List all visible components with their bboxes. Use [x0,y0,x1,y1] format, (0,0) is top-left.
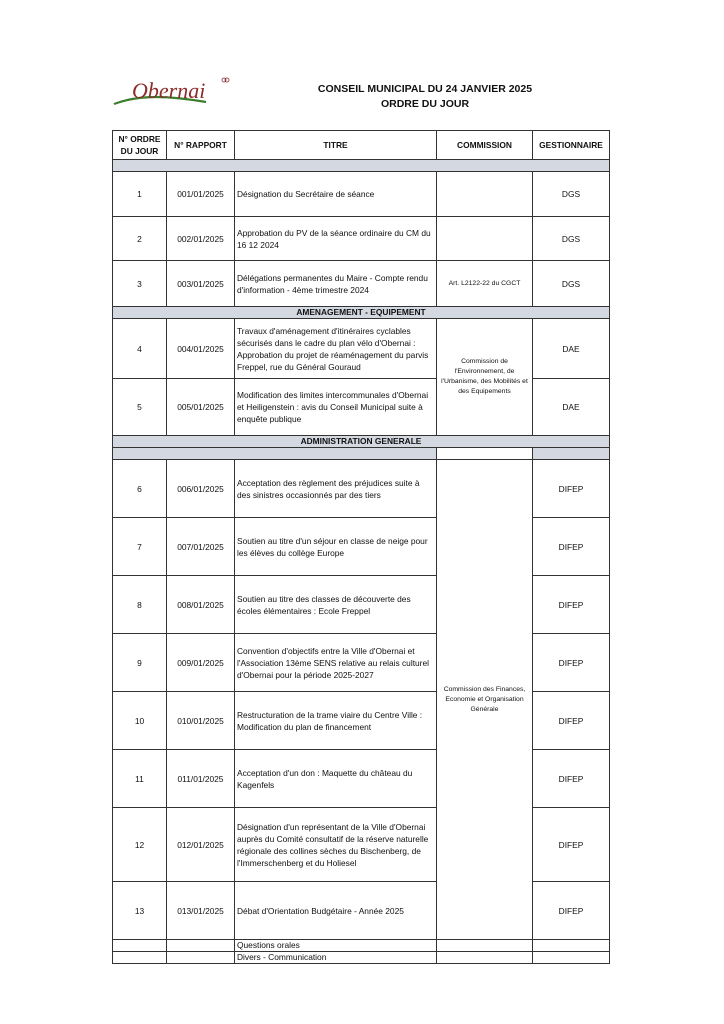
gestionnaire-cell: DIFEP [533,518,610,576]
titre-cell: Débat d'Orientation Budgétaire - Année 2025 [235,882,437,940]
table-row [113,634,610,692]
ordre-cell: 1 [113,172,167,217]
title-line-1: CONSEIL MUNICIPAL DU 24 JANVIER 2025 [317,83,533,95]
titre-cell: Travaux d'aménagement d'itinéraires cyclables sécurisés dans le cadre du plan vélo d'Obernai : Approbation du projet de réaménagement du parvis Freppel, rue du Général Gouraud [235,319,437,379]
rapport-cell: 007/01/2025 [167,518,235,576]
ordre-cell: 13 [113,882,167,940]
table-row [113,882,610,940]
table-row [113,750,610,808]
svg-text:Obernai: Obernai [132,78,206,103]
table-row [113,172,610,217]
gestionnaire-cell: DIFEP [533,692,610,750]
rapport-cell: 011/01/2025 [167,750,235,808]
rapport-cell: 004/01/2025 [167,319,235,379]
section-header-administration [113,436,610,448]
gestionnaire-cell: DIFEP [533,808,610,882]
commission-cell: Commission de l'Environnement, de l'Urbanisme, des Mobilités et des Equipements [437,319,533,436]
commission-cell: Art. L2122-22 du CGCT [437,261,533,307]
rapport-cell: 012/01/2025 [167,808,235,882]
gestionnaire-cell: DIFEP [533,750,610,808]
gestionnaire-cell: DIFEP [533,882,610,940]
column-header-commission: COMMISSION [437,131,533,160]
gestionnaire-cell: DIFEP [533,460,610,518]
table-row [113,808,610,882]
ordre-cell: 2 [113,217,167,261]
rapport-cell: 005/01/2025 [167,379,235,436]
divers-communication-cell: Divers - Communication [235,952,437,964]
rapport-cell: 010/01/2025 [167,692,235,750]
gestionnaire-cell: DAE [533,319,610,379]
titre-cell: Soutien au titre d'un séjour en classe de neige pour les élèves du collège Europe [235,518,437,576]
ordre-cell: 10 [113,692,167,750]
titre-cell: Désignation d'un représentant de la Ville d'Obernai auprès du Comité consultatif de la réserve naturelle régionale des collines sèches du Bischenberg, de l'Immerschenberg et du Holiesel [235,808,437,882]
table-row [113,460,610,518]
obernai-logo [110,74,235,114]
table-row [113,576,610,634]
section-label: ADMINISTRATION GENERALE [113,436,610,448]
blank-band-row [113,448,610,460]
ordre-cell: 6 [113,460,167,518]
gestionnaire-cell: DAE [533,379,610,436]
titre-cell: Approbation du PV de la séance ordinaire du CM du 16 12 2024 [235,217,437,261]
column-header-titre: TITRE [235,131,437,160]
rapport-cell: 006/01/2025 [167,460,235,518]
document-title [290,82,560,112]
gestionnaire-cell: DIFEP [533,634,610,692]
table-row [113,217,610,261]
column-header-rapport: N° RAPPORT [167,131,235,160]
rapport-cell: 008/01/2025 [167,576,235,634]
titre-cell: Convention d'objectifs entre la Ville d'Obernai et l'Association 13ème SENS relative au relais culturel d'Obernai pour la période 2025-2027 [235,634,437,692]
titre-cell: Désignation du Secrétaire de séance [235,172,437,217]
ordre-cell: 5 [113,379,167,436]
rapport-cell: 002/01/2025 [167,217,235,261]
table-row [113,518,610,576]
commission-cell-empty [437,172,533,217]
table-header-row [113,131,610,160]
table-row-questions [113,940,610,952]
ordre-cell: 3 [113,261,167,307]
questions-orales-cell: Questions orales [235,940,437,952]
commission-cell: Commission des Finances, Economie et Organisation Générale [437,460,533,940]
rapport-cell: 013/01/2025 [167,882,235,940]
table-row [113,692,610,750]
commission-cell-empty [437,217,533,261]
ordre-cell: 7 [113,518,167,576]
table-row-divers [113,952,610,964]
gestionnaire-cell: DGS [533,217,610,261]
table-row [113,261,610,307]
rapport-cell: 009/01/2025 [167,634,235,692]
section-header-amenagement [113,307,610,319]
table-row [113,319,610,379]
rapport-cell: 001/01/2025 [167,172,235,217]
titre-cell: Soutien au titre des classes de découverte des écoles élémentaires : Ecole Freppel [235,576,437,634]
titre-cell: Restructuration de la trame viaire du Centre Ville : Modification du plan de financement [235,692,437,750]
ordre-cell: 9 [113,634,167,692]
rapport-cell: 003/01/2025 [167,261,235,307]
agenda-table [112,130,610,964]
gestionnaire-cell: DIFEP [533,576,610,634]
section-label: AMENAGEMENT - EQUIPEMENT [113,307,610,319]
ordre-cell: 4 [113,319,167,379]
column-header-ordre: N° ORDRE DU JOUR [113,131,167,160]
titre-cell: Délégations permanentes du Maire - Compte rendu d'information - 4ème trimestre 2024 [235,261,437,307]
gestionnaire-cell: DGS [533,172,610,217]
ordre-cell: 12 [113,808,167,882]
ordre-cell: 11 [113,750,167,808]
gestionnaire-cell: DGS [533,261,610,307]
table-row [113,379,610,436]
column-header-gestionnaire: GESTIONNAIRE [533,131,610,160]
blank-band-row [113,160,610,172]
title-line-2: ORDRE DU JOUR [380,98,470,110]
ordre-cell: 8 [113,576,167,634]
titre-cell: Acceptation d'un don : Maquette du château du Kagenfels [235,750,437,808]
titre-cell: Acceptation des règlement des préjudices suite à des sinistres occasionnés par des tiers [235,460,437,518]
titre-cell: Modification des limites intercommunales d'Obernai et Heiligenstein : avis du Conseil Municipal suite à enquête publique [235,379,437,436]
